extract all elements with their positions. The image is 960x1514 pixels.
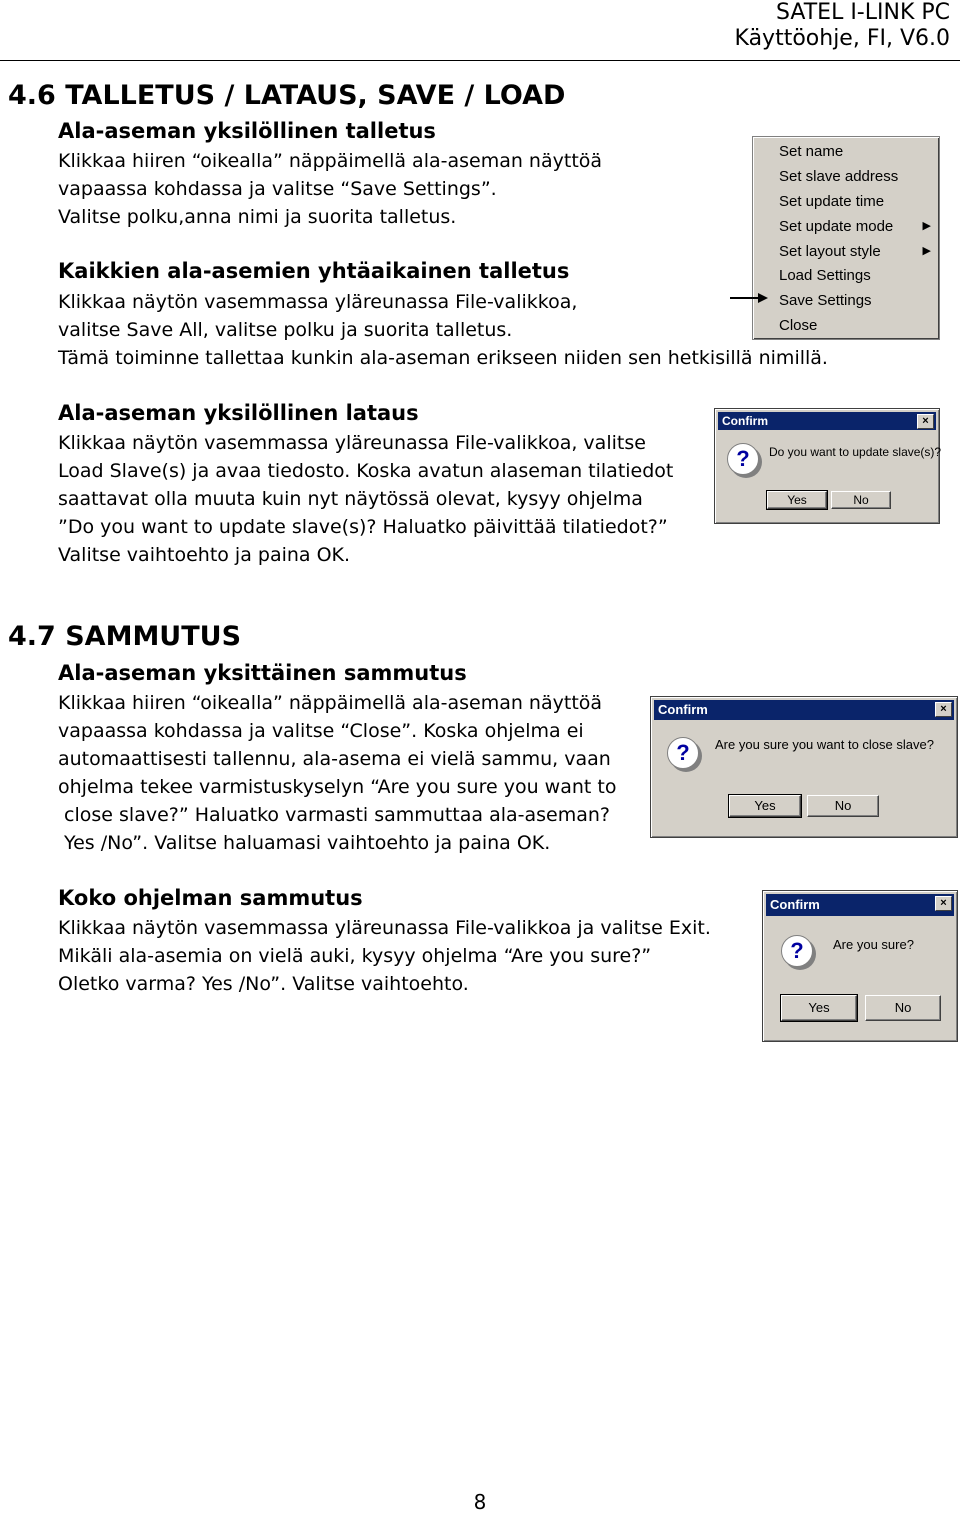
- dialog-title: Confirm: [722, 414, 768, 428]
- close-app-title: Koko ohjelman sammutus: [58, 886, 363, 910]
- context-menu: [752, 136, 940, 340]
- save-all-text: [58, 288, 828, 372]
- close-single-title: Ala-aseman yksittäinen sammutus: [58, 661, 467, 685]
- text-line: Valitse polku,anna nimi ja suorita talletus.: [58, 206, 457, 228]
- text-line: ohjelma tekee varmistuskyselyn “Are you sure you want to: [58, 776, 617, 798]
- text-line: Oletko varma? Yes /No”. Valitse vaihtoehto.: [58, 973, 469, 995]
- confirm-dialog-update: [714, 408, 940, 524]
- question-icon: ?: [667, 737, 699, 769]
- yes-button[interactable]: Yes: [729, 795, 801, 817]
- dialog-titlebar: [766, 894, 954, 916]
- no-button[interactable]: No: [807, 795, 879, 817]
- close-icon[interactable]: ×: [917, 414, 934, 429]
- text-line: vapaassa kohdassa ja valitse “Save Settings”.: [58, 178, 497, 200]
- no-button[interactable]: No: [831, 491, 891, 509]
- text-line: Mikäli ala-asemia on vielä auki, kysyy ohjelma “Are you sure?”: [58, 945, 652, 967]
- close-icon[interactable]: ×: [935, 702, 952, 717]
- text-line: Klikkaa näytön vasemmassa yläreunassa File-valikkoa ja valitse Exit.: [58, 917, 711, 939]
- dialog-title: Confirm: [658, 702, 708, 717]
- save-single-text: [58, 147, 602, 231]
- text-line: Tämä toiminne tallettaa kunkin ala-aseman erikseen niiden sen hetkisillä nimillä.: [58, 347, 828, 369]
- text-line: Klikkaa hiiren “oikealla” näppäimellä ala-aseman näyttöä: [58, 150, 603, 172]
- dialog-titlebar: [718, 412, 936, 430]
- text-line: close slave?” Haluatko varmasti sammuttaa ala-aseman?: [58, 804, 611, 826]
- menu-item-save-settings[interactable]: Save Settings: [779, 292, 872, 309]
- load-single-text: [58, 429, 673, 569]
- dialog-titlebar: [654, 700, 954, 720]
- menu-item-set-layout-style[interactable]: Set layout style: [779, 243, 881, 260]
- text-line: Load Slave(s) ja avaa tiedosto. Koska avatun alaseman tilatiedot: [58, 460, 674, 482]
- yes-button[interactable]: Yes: [781, 995, 857, 1021]
- arrow-pointer-icon: [730, 290, 770, 306]
- menu-item-set-slave-address[interactable]: Set slave address: [779, 168, 899, 185]
- menu-item-set-update-mode[interactable]: Set update mode: [779, 218, 894, 235]
- menu-item-load-settings[interactable]: Load Settings: [779, 267, 871, 284]
- save-all-title: Kaikkien ala-asemien yhtäaikainen talletus: [58, 259, 570, 283]
- section-4-6-title: 4.6 TALLETUS / LATAUS, SAVE / LOAD: [8, 80, 566, 111]
- text-line: Klikkaa näytön vasemmassa yläreunassa File-valikkoa,: [58, 291, 578, 313]
- text-line: Yes /No”. Valitse haluamasi vaihtoehto ja paina OK.: [58, 832, 551, 854]
- submenu-arrow-icon: ▶: [922, 220, 931, 232]
- text-line: Klikkaa hiiren “oikealla” näppäimellä ala-aseman näyttöä: [58, 692, 603, 714]
- close-app-text: [58, 914, 711, 998]
- text-line: saattavat olla muuta kuin nyt näytössä olevat, kysyy ohjelma: [58, 488, 643, 510]
- load-single-title: Ala-aseman yksilöllinen lataus: [58, 401, 419, 425]
- header-product: SATEL I-LINK PC: [776, 0, 950, 25]
- text-line: Valitse vaihtoehto ja paina OK.: [58, 544, 351, 566]
- submenu-arrow-icon: ▶: [922, 245, 931, 257]
- confirm-dialog-close-slave: [650, 696, 958, 838]
- menu-item-set-update-time[interactable]: Set update time: [779, 193, 885, 210]
- dialog-message: Are you sure?: [833, 937, 914, 952]
- question-icon: ?: [781, 935, 813, 967]
- text-line: automaattisesti tallennu, ala-asema ei vielä sammu, vaan: [58, 748, 611, 770]
- page-number: 8: [473, 1490, 487, 1514]
- dialog-title: Confirm: [770, 897, 820, 912]
- question-icon: ?: [727, 443, 759, 475]
- menu-item-close[interactable]: Close: [779, 317, 818, 334]
- menu-item-set-name[interactable]: Set name: [779, 143, 844, 160]
- dialog-message: Are you sure you want to close slave?: [715, 737, 934, 752]
- save-single-title: Ala-aseman yksilöllinen talletus: [58, 119, 436, 143]
- text-line: valitse Save All, valitse polku ja suorita talletus.: [58, 319, 513, 341]
- text-line: Klikkaa näytön vasemmassa yläreunassa File-valikkoa, valitse: [58, 432, 646, 454]
- dialog-message: Do you want to update slave(s)?: [769, 445, 942, 459]
- no-button[interactable]: No: [865, 995, 941, 1021]
- close-single-text: [58, 689, 616, 857]
- confirm-dialog-exit: [762, 890, 958, 1042]
- text-line: vapaassa kohdassa ja valitse “Close”. Koska ohjelma ei: [58, 720, 584, 742]
- close-icon[interactable]: ×: [935, 896, 952, 911]
- text-line: ”Do you want to update slave(s)? Haluatko päivittää tilatiedot?”: [58, 516, 668, 538]
- section-4-7-title: 4.7 SAMMUTUS: [8, 621, 242, 652]
- yes-button[interactable]: Yes: [767, 491, 827, 509]
- header-doc-version: Käyttöohje, FI, V6.0: [734, 26, 950, 51]
- header-rule: [0, 60, 960, 61]
